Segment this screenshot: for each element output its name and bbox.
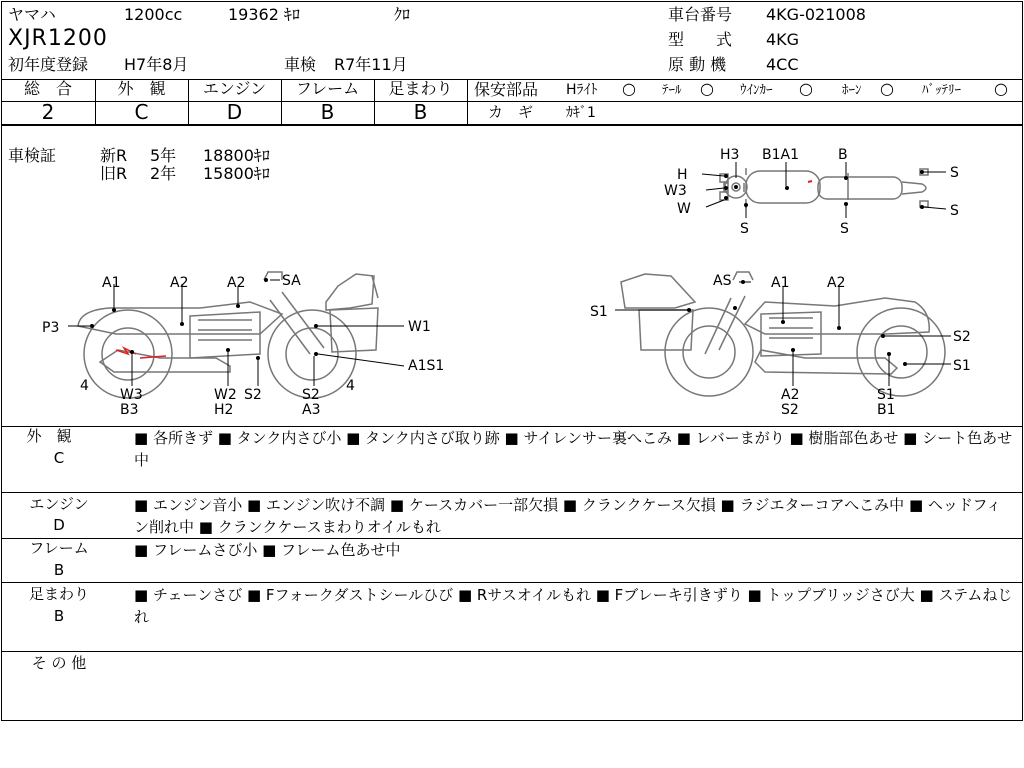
safety-winker: ｳｲﾝｶｰ xyxy=(740,83,773,98)
left-label-a3: A3 xyxy=(302,402,321,418)
left-label-w3: W3 xyxy=(120,387,143,403)
maker: ヤマハ xyxy=(8,5,56,24)
remark-engine-title: エンジン xyxy=(29,495,89,513)
safety-tail-mark: ○ xyxy=(700,79,714,98)
remark-frame-title: フレーム xyxy=(29,539,89,557)
shakensho-label: 車検証 xyxy=(8,146,57,165)
first-reg-label: 初年度登録 xyxy=(8,55,89,74)
shakensho-new-price: 18800ｷﾛ xyxy=(203,146,270,165)
engine-label: 原 動 機 xyxy=(668,55,727,74)
score-engine: D xyxy=(226,100,243,124)
shaken-label: 車検 xyxy=(284,55,317,74)
top-label-s4: S xyxy=(950,203,959,219)
remark-engine-grade: D xyxy=(53,516,65,534)
model-name: XJR1200 xyxy=(8,26,108,51)
key-label: カ ギ xyxy=(488,103,534,121)
score-header-suspension: 足まわり xyxy=(388,79,453,98)
left-label-h2: H2 xyxy=(214,402,234,418)
shakensho-old-label: 旧R xyxy=(100,164,128,183)
shakensho-old-years: 2年 xyxy=(150,164,177,183)
remark-suspension-grade: B xyxy=(53,607,65,625)
mileage: 19362 ｷﾛ xyxy=(228,5,300,24)
right-label-a2: A2 xyxy=(827,275,846,291)
top-label-h: H xyxy=(677,167,688,183)
score-header-frame: フレーム xyxy=(295,79,360,98)
safety-horn: ﾎｰﾝ xyxy=(842,83,862,98)
type-label: 型 式 xyxy=(668,30,733,49)
remark-frame-grade: B xyxy=(53,561,65,579)
safety-label: 保安部品 xyxy=(474,80,539,99)
safety-tail: ﾃｰﾙ xyxy=(662,83,682,98)
safety-winker-mark: ○ xyxy=(799,79,813,98)
remark-exterior-title: 外 観 xyxy=(26,427,72,445)
left-label-a2b: A2 xyxy=(227,275,246,291)
remark-exterior-text: ■ 各所きず ■ タンク内さび小 ■ タンク内さび取り跡 ■ サイレンサー裏へこみ ■ レバーまがり ■ 樹脂部色あせ ■ シート色あせ中 xyxy=(134,429,1013,469)
top-label-s1: S xyxy=(740,221,749,237)
safety-horn-mark: ○ xyxy=(880,79,894,98)
top-label-s2: S xyxy=(840,221,849,237)
safety-battery-mark: ○ xyxy=(994,79,1008,98)
right-label-s1c: S1 xyxy=(877,387,895,403)
left-label-rear-tire: 4 xyxy=(346,378,355,394)
type-value: 4KG xyxy=(766,30,800,49)
right-label-b1: B1 xyxy=(877,402,896,418)
left-label-front-tire: 4 xyxy=(80,378,89,394)
score-exterior: C xyxy=(134,100,149,124)
left-label-w2: W2 xyxy=(214,387,237,403)
remark-engine-text: ■ エンジン音小 ■ エンジン吹け不調 ■ ケースカバー一部欠損 ■ クランクケース欠損 ■ ラジエターコアへこみ中 ■ ヘッドフィン削れ中 ■ クランクケースまわりオイルもれ xyxy=(134,496,1002,536)
displacement: 1200cc xyxy=(124,5,183,24)
remark-suspension-title: 足まわり xyxy=(28,585,89,603)
top-label-w: W xyxy=(677,201,691,217)
left-label-s2b: S2 xyxy=(302,387,320,403)
shakensho-new-years: 5年 xyxy=(150,146,177,165)
right-label-a1: A1 xyxy=(771,275,790,291)
right-label-as: AS xyxy=(713,273,732,289)
top-label-w3: W3 xyxy=(664,183,687,199)
right-label-s2b: S2 xyxy=(781,402,799,418)
remark-exterior-grade: C xyxy=(53,449,65,467)
bike-right-view-diagram xyxy=(585,262,985,422)
score-frame: B xyxy=(320,100,335,124)
score-suspension: B xyxy=(413,100,428,124)
left-label-sa: SA xyxy=(282,273,301,289)
right-label-s2: S2 xyxy=(953,329,971,345)
left-label-s2a: S2 xyxy=(244,387,262,403)
shaken-value: R7年11月 xyxy=(334,55,408,74)
score-header-total: 総 合 xyxy=(23,79,72,98)
left-label-a2: A2 xyxy=(170,275,189,291)
engine-value: 4CC xyxy=(766,55,799,74)
first-reg-value: H7年8月 xyxy=(124,55,189,74)
left-label-b3: B3 xyxy=(120,402,139,418)
left-label-p3: P3 xyxy=(42,320,60,336)
score-total: 2 xyxy=(41,100,55,124)
top-label-b: B xyxy=(838,147,848,163)
right-label-s1: S1 xyxy=(590,304,608,320)
key-value: ｶｷﾞ1 xyxy=(566,105,596,121)
left-label-w1: W1 xyxy=(408,319,431,335)
safety-headlight: Hﾗｲﾄ xyxy=(566,82,598,98)
remark-other-title: そ の 他 xyxy=(31,654,87,672)
score-header-exterior: 外 観 xyxy=(117,79,166,98)
frame-no-value: 4KG-021008 xyxy=(766,5,866,24)
left-label-a1: A1 xyxy=(102,275,121,291)
remark-frame-text: ■ フレームさび小 ■ フレーム色あせ中 xyxy=(134,541,401,559)
right-label-a2b: A2 xyxy=(781,387,800,403)
shakensho-old-price: 15800ｷﾛ xyxy=(203,164,270,183)
top-label-b1a1: B1A1 xyxy=(762,147,799,163)
safety-battery: ﾊﾞｯﾃﾘｰ xyxy=(922,83,961,98)
score-header-engine: エンジン xyxy=(202,79,267,98)
bike-top-view-diagram xyxy=(640,140,980,240)
right-label-s1b: S1 xyxy=(953,358,971,374)
left-label-a1s1: A1S1 xyxy=(408,358,445,374)
safety-headlight-mark: ○ xyxy=(622,79,636,98)
frame-no-label: 車台番号 xyxy=(668,5,733,24)
shakensho-new-label: 新R xyxy=(100,146,128,165)
remark-suspension-text: ■ チェーンさび ■ Fフォークダストシールひび ■ Rサスオイルもれ ■ Fブレーキ引きずり ■ トップブリッジさび大 ■ ステムねじれ xyxy=(134,586,1013,626)
top-label-h3: H3 xyxy=(720,147,740,163)
color: ｸﾛ xyxy=(394,5,411,24)
top-label-s3: S xyxy=(950,165,959,181)
bike-left-view-diagram xyxy=(20,262,470,422)
